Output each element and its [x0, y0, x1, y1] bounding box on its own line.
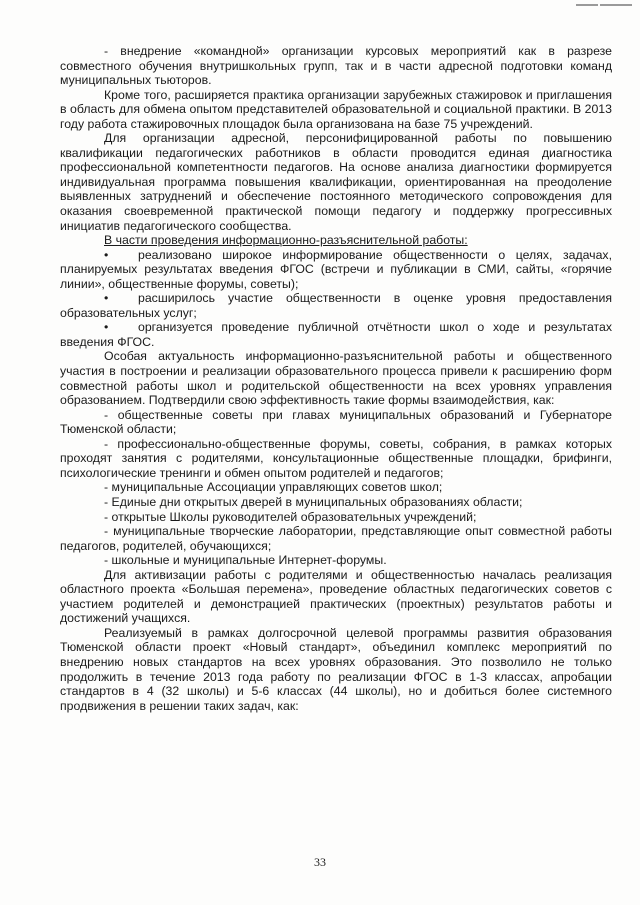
paragraph: - школьные и муниципальные Интернет-форумы.	[104, 553, 387, 568]
scan-corner-mark	[576, 4, 632, 6]
paragraph: - внедрение «командной» организации курсовых мероприятий как в разрезе совместного обучения внутришкольных групп, так и в части адресной подготовки команд муниципальных тьюторов.	[60, 44, 612, 88]
paragraph: - муниципальные Ассоциации управляющих советов школ;	[104, 480, 443, 495]
section-heading	[60, 233, 612, 248]
paragraph: Для активизации работы с родителями и общественностью началась реализация областного проекта «Большая перемена», проведение областных педагогических советов с участием родителей и демонстрацией практических (проектных) результатов работы и достижений учащихся.	[60, 567, 612, 626]
bullet-mark: •	[104, 247, 109, 262]
bullet-text: расширилось участие общественности в оценке уровня предоставления образовательных услуг;	[60, 291, 612, 320]
paragraph: Особая актуальность информационно-разъяснительной работы и общественного участия в построении и реализации образовательного процесса привели к расширению форм совместной работы школ и родительской общественности на всех уровнях управления образованием. Подтвердили свою эффективность такие формы взаимодействия, как:	[60, 349, 612, 408]
bullet-item	[60, 291, 612, 320]
bullet-mark: •	[104, 291, 109, 306]
paragraph: - общественные советы при главах муниципальных образований и Губернаторе Тюменской области;	[60, 407, 612, 437]
document-body	[60, 44, 612, 713]
paragraph: Для организации адресной, персонифицированной работы по повышению квалификации педагогических работников в области проводится единая диагностика профессиональной компетентности педагогов. На основе анализа диагностики формируется индивидуальная программа повышения квалификации, ориентированная на преодоление выявленных затруднений и обеспечение постоянного методического сопровождения для оказания своевременной практической помощи педагогу и поддержку прогрессивных инициатив педагогического сообщества.	[60, 131, 612, 233]
bullet-item	[60, 248, 612, 292]
bullet-item	[60, 320, 612, 349]
section-heading-text: В части проведения информационно-разъяснительной работы:	[104, 233, 468, 248]
paragraph: - Единые дни открытых дверей в муниципальных образованиях области;	[104, 494, 523, 509]
paragraph: Кроме того, расширяется практика организации зарубежных стажировок и приглашения в область для обмена опытом представителей образовательной и социальной практики. В 2013 году работа стажировочных площадок была организована на базе 75 учреждений.	[60, 87, 612, 131]
page-number: 33	[314, 855, 326, 869]
bullet-mark: •	[104, 320, 109, 335]
paragraph: - открытые Школы руководителей образовательных учреждений;	[104, 509, 477, 524]
paragraph: - муниципальные творческие лаборатории, представляющие опыт совместной работы педагогов, родителей, обучающихся;	[60, 524, 612, 553]
bullet-text: реализовано широкое информирование общественности о целях, задачах, планируемых результатах введения ФГОС (встречи и публикации в СМИ, сайты, «горячие линии», общественные форумы, советы);	[60, 247, 612, 291]
paragraph: - профессионально-общественные форумы, советы, собрания, в рамках которых проходят занятия с родителями, консультационные общественные площадки, брифинги, психологические тренинги и обмен опытом родителей и педагогов;	[60, 436, 612, 480]
bullet-text: организуется проведение публичной отчётности школ о ходе и результатах введения ФГОС.	[60, 320, 612, 349]
paragraph: Реализуемый в рамках долгосрочной целевой программы развития образования Тюменской области проект «Новый стандарт», объединил комплекс мероприятий по внедрению новых стандартов на всех уровнях образования. Это позволило не только продолжить в течение 2013 года работу по реализации ФГОС в 1-3 классах, апробации стандартов в 4 (32 школы) и 5-6 классах (44 школы), но и добиться более системного продвижения в решении таких задач, как:	[60, 625, 612, 713]
